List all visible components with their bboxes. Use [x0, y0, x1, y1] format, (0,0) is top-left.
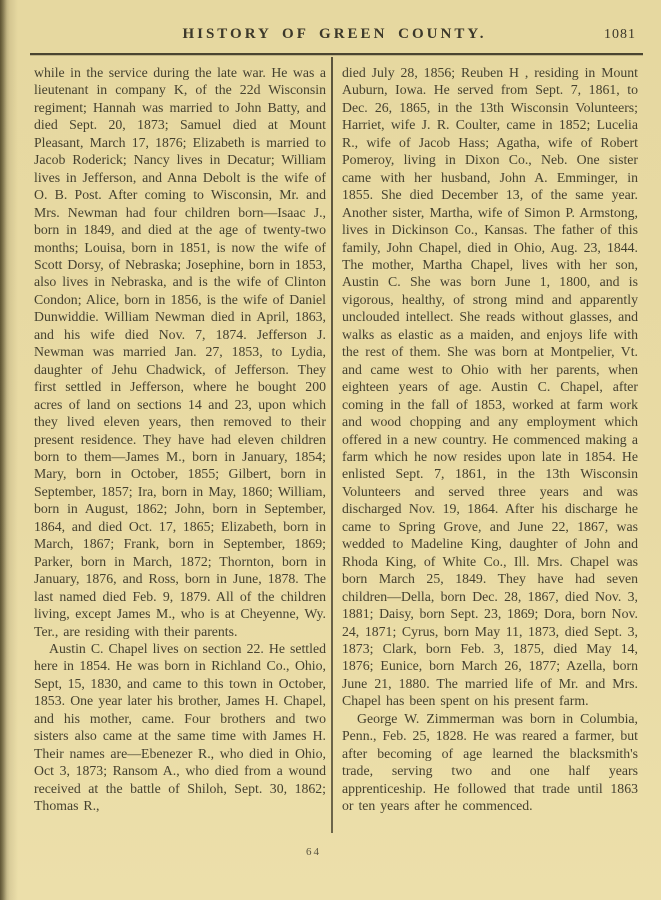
- right-column-paragraph-1: died July 28, 1856; Reuben H , residing in Mount Auburn, Iowa. He served from Sept. 7, 1861, to Dec. 26, 1865, in the 13th Wisconsin Volunteers; Harriet, wife J. R. Coulter, came in 1852; Lucelia R., wife of Jacob Hass; Agatha, wife of Robert Pomeroy, living in Dixon Co., Neb. One sister came with her husband, John A. Emminger, in 1855. She died December 13, of the same year. Another sister, Martha, wife of Simon P. Armstong, lives in Dickinson Co., Kansas. The father of this family, John Chapel, died in Ohio, Aug. 23, 1844. The mother, Martha Chapel, lives with her son, Austin C. She was born June 1, 1800, and is vigorous, healthy, of strong mind and apparently unclouded intellect. She reads without glasses, and walks as elastic as a maiden, and enjoys life with the rest of them. She was born at Montpelier, Vt. and came west to Ohio with her parents, when eighteen years of age. Austin C. Chapel, after coming in the fall of 1853, worked at farm work and wood chopping and any employment which offered in a new country. He commenced making a farm which he now resides upon late in 1854. He enlisted Sept. 7, 1861, in the 13th Wisconsin Volunteers and served three years and was discharged Nov. 19, 1864. After his discharge he came to Spring Grove, and June 22, 1867, was wedded to Madeline King, daughter of John and Rhoda King, of White Co., Ill. Mrs. Chapel was born March 25, 1849. They have had seven children—Della, born Dec. 28, 1867, died Nov. 3, 1881; Daisy, born Sept. 23, 1869; Dora, born Nov. 24, 1871; Cyrus, born May 11, 1873, died Sept. 3, 1873; Clark, born Feb. 3, 1875, died May 14, 1876; Eunice, born March 26, 1877; Azella, born June 21, 1880. The married life of Mr. and Mrs. Chapel has been spent on his present farm.: [342, 65, 638, 709]
- right-column-paragraph-2: George W. Zimmerman was born in Columbia, Penn., Feb. 25, 1828. He was reared a farmer, but after becoming of age learned the blacksmith's trade, serving two and one half years apprenticeship. He followed that trade until 1863 or ten years after he commenced.: [342, 710, 638, 814]
- page-number: 1081: [604, 27, 636, 42]
- running-title: HISTORY OF GREEN COUNTY.: [182, 26, 487, 42]
- left-column: [34, 64, 326, 846]
- page-gutter-shadow: [0, 0, 7, 900]
- page-header: [30, 26, 639, 48]
- signature-mark: 64: [306, 846, 321, 858]
- right-column: [342, 64, 638, 846]
- header-rule: [30, 53, 643, 55]
- column-divider-rule: [331, 57, 333, 833]
- left-column-paragraph-2: Austin C. Chapel lives on section 22. He settled here in 1854. He was born in Richland Co., Ohio, Sept, 15, 1830, and came to this town in October, 1853. One year later his brother, James H. Chapel, and his mother, came. Four brothers and two sisters also came at the same time with James H. Their names are—Ebenezer R., who died in Ohio, Oct 3, 1873; Ransom A., who died from a wound received at the battle of Shiloh, Sept. 30, 1862; Thomas R.,: [34, 640, 326, 814]
- left-column-paragraph-1: while in the service during the late war. He was a lieutenant in company K, of the 22d Wisconsin regiment; Hannah was married to John Batty, and died Sept. 20, 1873; Samuel died at Mount Pleasant, March 17, 1876; Elizabeth is married to Jacob Roderick; Nancy lives in Decatur; William lives in Jefferson, and Anna Debolt is the wife of O. B. Post. After coming to Wisconsin, Mr. and Mrs. Newman had four children born—Isaac J., born in 1849, and died at the age of twenty-two months; Louisa, born in 1851, is now the wife of Scott Dorsy, of Nebraska; Josephine, born in 1853, also lives in Nebraska, and is the wife of Clinton Condon; Alice, born in 1856, is the wife of Daniel Dunwiddie. William Newman died in April, 1863, and his wife died Nov. 7, 1874. Jefferson J. Newman was married Jan. 27, 1853, to Lydia, daughter of Jehu Chadwick, of Jefferson. They first settled in Jefferson, where he bought 200 acres of land on sections 14 and 23, upon which they lived eleven years, then removed to their present residence. They have had eleven children born to them—James M., born in January, 1854; Mary, born in October, 1855; Gilbert, born in September, 1857; Ira, born in May, 1860; William, born in August, 1862; John, born in September, 1864, and died Oct. 17, 1865; Elizabeth, born in March, 1867; Frank, born in September, 1869; Parker, born in March, 1872; Thornton, born in January, 1876, and Ross, born in June, 1878. The last named died Feb. 9, 1879. All of the children living, except James M., who is at Cheyenne, Wy. Ter., are residing with their parents.: [34, 65, 326, 639]
